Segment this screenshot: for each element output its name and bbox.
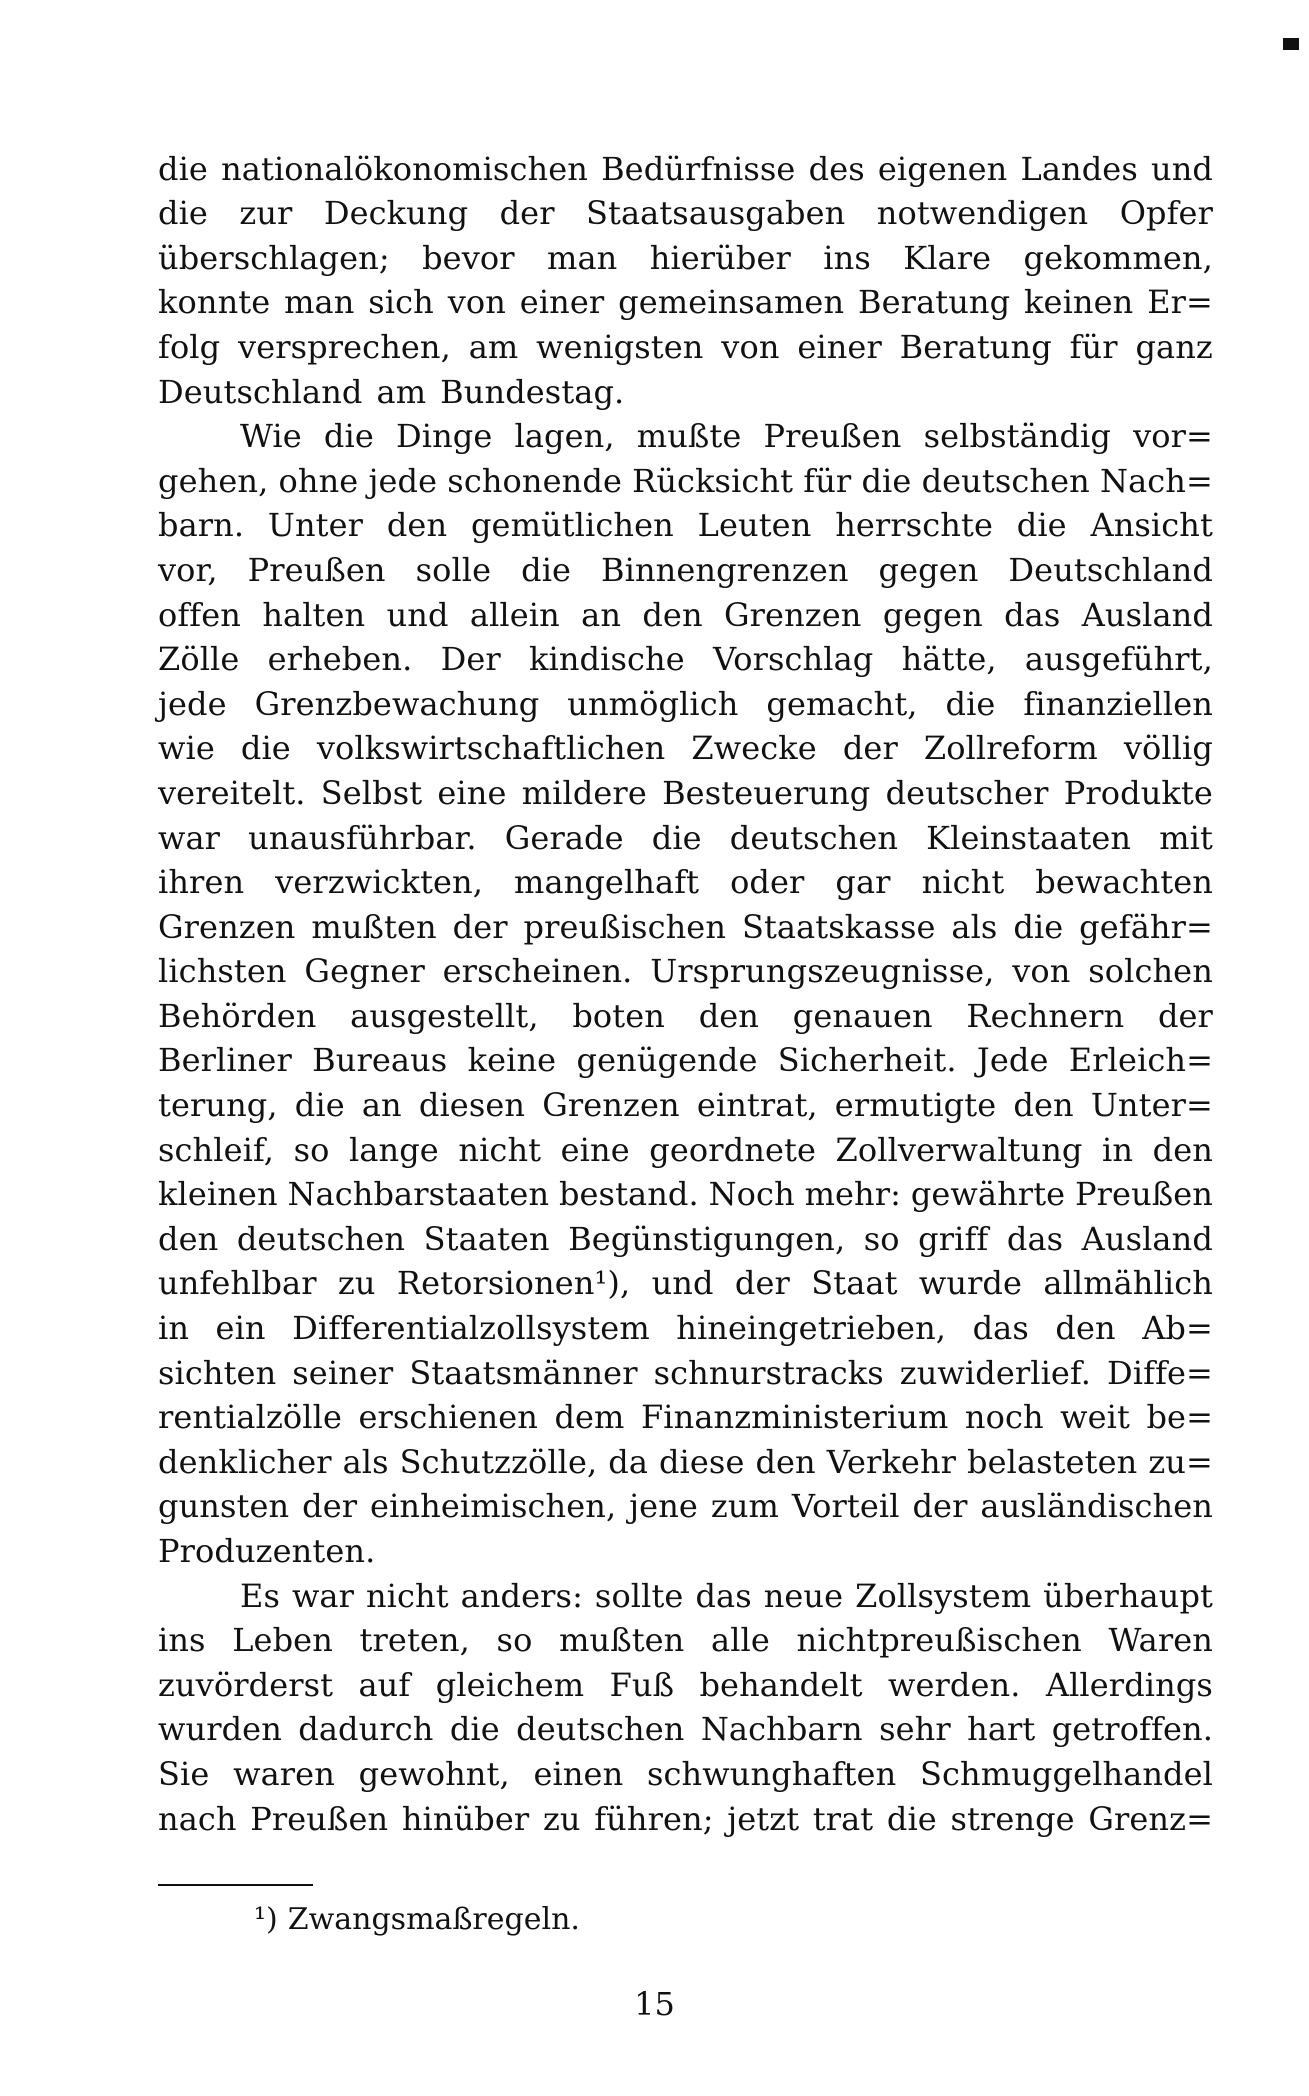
text-line: in ein Differentialzollsystem hineingetrieben, das den Ab= — [158, 1309, 1213, 1348]
text-line: Deutschland am Bundestag. — [158, 372, 625, 411]
text-line: Sie waren gewohnt, einen schwunghaften Schmuggelhandel — [158, 1754, 1213, 1793]
text-line: barn. Unter den gemütlichen Leuten herrschte die Ansicht — [158, 506, 1213, 545]
footnote-marker: ¹) — [254, 1902, 278, 1937]
text-line: unfehlbar zu Retorsionen¹), und der Staat wurde allmählich — [158, 1264, 1213, 1303]
text-line: die zur Deckung der Staatsausgaben notwendigen Opfer — [158, 194, 1213, 233]
text-line: offen halten und allein an den Grenzen gegen das Ausland — [158, 595, 1213, 634]
text-line: folg versprechen, am wenigsten von einer Beratung für ganz — [158, 327, 1213, 366]
text-line: Zölle erheben. Der kindische Vorschlag hätte, ausgeführt, — [158, 640, 1213, 679]
text-line: gunsten der einheimischen, jene zum Vorteil der ausländischen — [158, 1487, 1213, 1526]
text-line: Es war nicht anders: sollte das neue Zollsystem überhaupt — [240, 1576, 1213, 1615]
text-line: ihren verzwickten, mangelhaft oder gar nicht bewachten — [158, 863, 1213, 902]
text-line: vor, Preußen solle die Binnengrenzen gegen Deutschland — [158, 550, 1213, 589]
text-line: war unausführbar. Gerade die deutschen Kleinstaaten mit — [158, 818, 1213, 857]
text-line: sichten seiner Staatsmänner schnurstracks zuwiderlief. Diffe= — [158, 1353, 1213, 1392]
text-line: ins Leben treten, so mußten alle nichtpreußischen Waren — [158, 1621, 1213, 1660]
body-text — [158, 146, 1213, 1841]
text-line: schleif, so lange nicht eine geordnete Zollverwaltung in den — [158, 1130, 1213, 1169]
page-number: 15 — [634, 1985, 675, 2023]
text-line: wie die volkswirtschaftlichen Zwecke der Zollreform völlig — [158, 729, 1213, 768]
text-line: nach Preußen hinüber zu führen; jetzt trat die strenge Grenz= — [158, 1799, 1213, 1838]
text-line: wurden dadurch die deutschen Nachbarn sehr hart getroffen. — [158, 1710, 1213, 1749]
text-line: jede Grenzbewachung unmöglich gemacht, die finanziellen — [158, 684, 1213, 723]
text-line: Wie die Dinge lagen, mußte Preußen selbständig vor= — [240, 417, 1213, 456]
text-line: vereitelt. Selbst eine mildere Besteuerung deutscher Produkte — [158, 773, 1213, 812]
text-line: Grenzen mußten der preußischen Staatskasse als die gefähr= — [158, 907, 1213, 946]
text-line: Berliner Bureaus keine genügende Sicherheit. Jede Erleich= — [158, 1041, 1213, 1080]
text-line: Behörden ausgestellt, boten den genauen Rechnern der — [158, 996, 1213, 1035]
text-line: terung, die an diesen Grenzen eintrat, ermutigte den Unter= — [158, 1086, 1213, 1125]
footnote-divider — [158, 1884, 313, 1886]
text-line: überschlagen; bevor man hierüber ins Klare gekommen, — [158, 238, 1213, 277]
text-line: die nationalökonomischen Bedürfnisse des eigenen Landes und — [158, 149, 1213, 188]
text-line: rentialzölle erschienen dem Finanzministerium noch weit be= — [158, 1398, 1213, 1437]
footnote-text: Zwangsmaßregeln. — [287, 1902, 580, 1937]
text-line: den deutschen Staaten Begünstigungen, so griff das Ausland — [158, 1219, 1213, 1258]
text-line: konnte man sich von einer gemeinsamen Beratung keinen Er= — [158, 283, 1213, 322]
text-line: kleinen Nachbarstaaten bestand. Noch mehr: gewährte Preußen — [158, 1175, 1213, 1214]
page-edge-mark — [1283, 38, 1299, 50]
text-line: denklicher als Schutzzölle, da diese den Verkehr belasteten zu= — [158, 1442, 1213, 1481]
footnote — [254, 1900, 580, 1940]
text-line: gehen, ohne jede schonende Rücksicht für die deutschen Nach= — [158, 461, 1213, 500]
text-line: zuvörderst auf gleichem Fuß behandelt werden. Allerdings — [158, 1665, 1213, 1704]
text-line: Produzenten. — [158, 1532, 376, 1570]
text-line: lichsten Gegner erscheinen. Ursprungszeugnisse, von solchen — [158, 952, 1213, 991]
